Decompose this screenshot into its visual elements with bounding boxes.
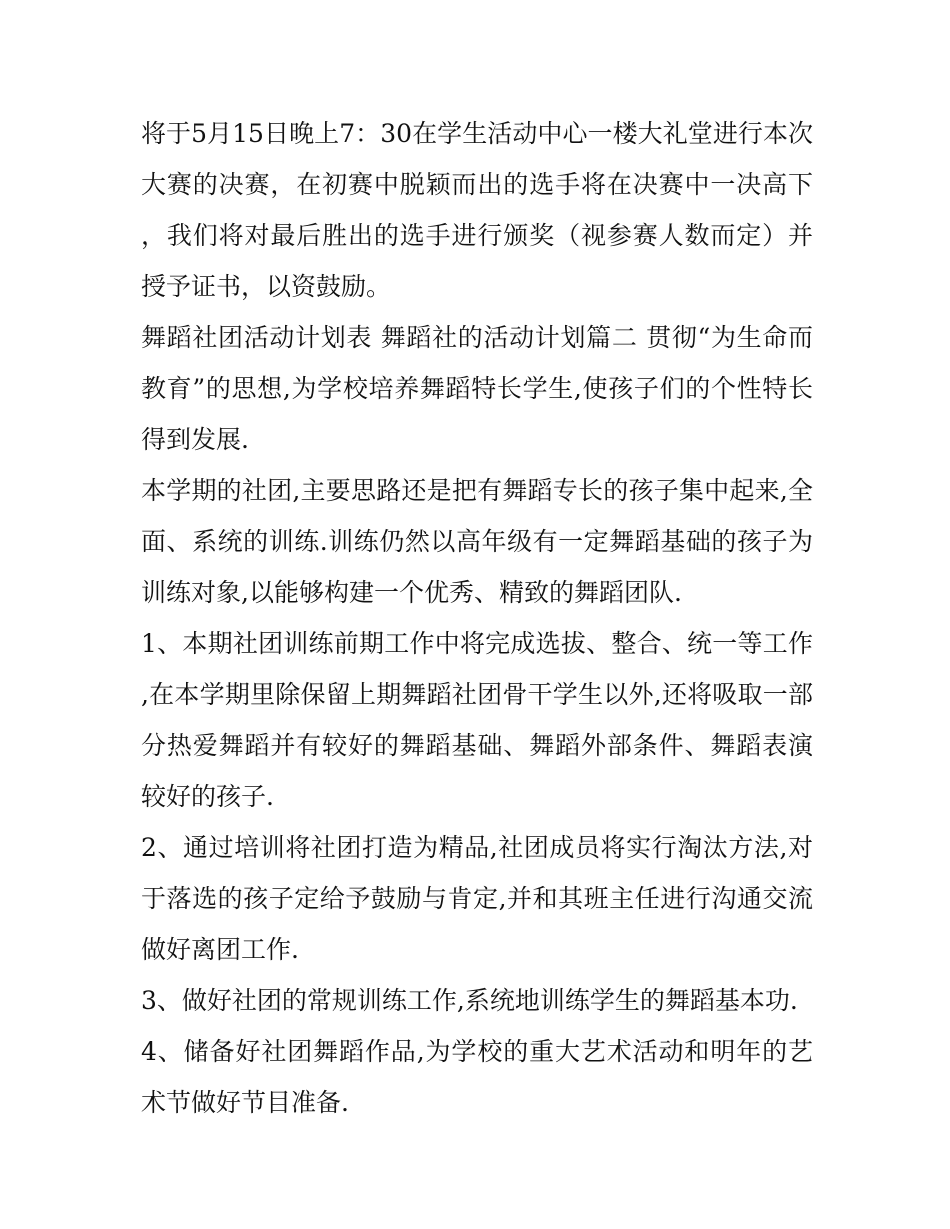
paragraph-item-4: 4、储备好社团舞蹈作品,为学校的重大艺术活动和明年的艺术节做好节目准备. [141, 1037, 813, 1117]
document-body [141, 108, 813, 1128]
paragraph-item-2: 2、通过培训将社团打造为精品,社团成员将实行淘汰方法,对于落选的孩子定给予鼓励与肯定,并和其班主任进行沟通交流做好离团工作. [141, 833, 813, 964]
paragraph-plan-title-intro: 舞蹈社团活动计划表 舞蹈社的活动计划篇二 贯彻“为生命而教育”的思想,为学校培养舞蹈特长学生,使孩子们的个性特长得到发展. [141, 323, 813, 454]
paragraph-item-3: 3、做好社团的常规训练工作,系统地训练学生的舞蹈基本功. [141, 986, 798, 1015]
paragraph-semester-approach: 本学期的社团,主要思路还是把有舞蹈专长的孩子集中起来,全面、系统的训练.训练仍然以高年级有一定舞蹈基础的孩子为训练对象,以能够构建一个优秀、精致的舞蹈团队. [141, 476, 813, 607]
paragraph-item-1: 1、本期社团训练前期工作中将完成选拔、整合、统一等工作,在本学期里除保留上期舞蹈社团骨干学生以外,还将吸取一部分热爱舞蹈并有较好的舞蹈基础、舞蹈外部条件、舞蹈表演较好的孩子. [141, 629, 813, 811]
paragraph-final-competition: 将于5月15日晚上7：30在学生活动中心一楼大礼堂进行本次大赛的决赛，在初赛中脱颖而出的选手将在决赛中一决高下，我们将对最后胜出的选手进行颁奖（视参赛人数而定）并授予证书，以资鼓励。 [141, 119, 813, 301]
